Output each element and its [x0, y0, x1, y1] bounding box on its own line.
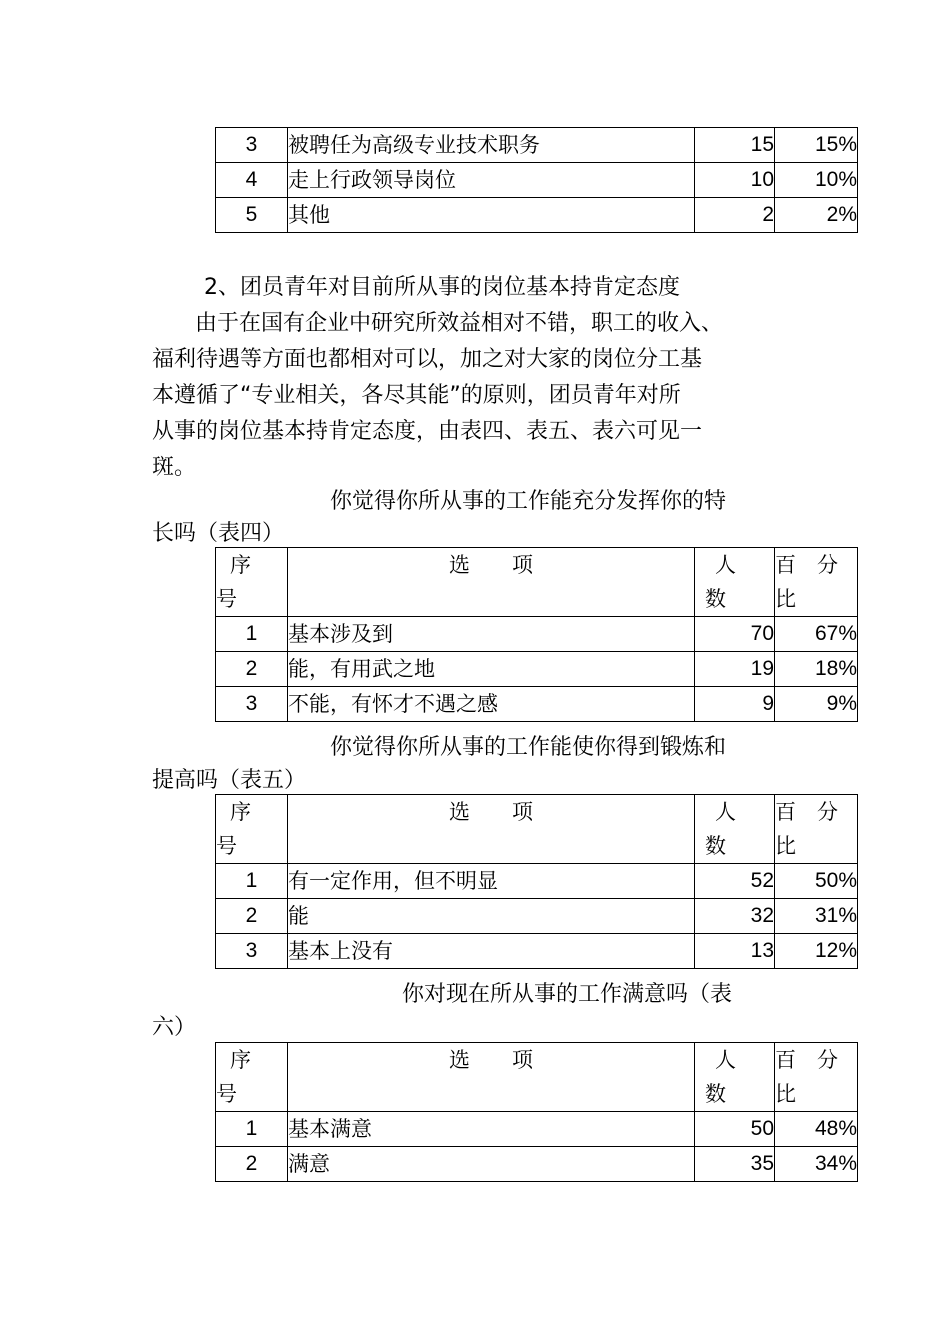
row-percent: 34% — [775, 1147, 858, 1182]
row-option: 能，有用武之地 — [288, 652, 695, 687]
row-option: 基本涉及到 — [288, 617, 695, 652]
table-row — [216, 652, 858, 687]
row-index: 3 — [216, 934, 288, 969]
row-percent: 12% — [775, 934, 858, 969]
row-percent: 48% — [775, 1112, 858, 1147]
table-row — [216, 1112, 858, 1147]
table-row — [216, 163, 858, 198]
paragraph-line: 从事的岗位基本持肯定态度，由表四、表五、表六可见一 — [152, 419, 703, 444]
paragraph-line: 斑。 — [152, 455, 197, 480]
row-percent: 9% — [775, 687, 858, 722]
table4-caption: 你觉得你所从事的工作能充分发挥你的特 — [330, 489, 727, 514]
row-index: 1 — [216, 617, 288, 652]
paragraph-line: 由于在国有企业中研究所效益相对不错，职工的收入、 — [195, 311, 724, 336]
section-heading: 2、团员青年对目前所从事的岗位基本持肯定态度 — [204, 275, 680, 300]
continued-table — [215, 127, 858, 233]
header-percent: 百 分 比 — [775, 1043, 858, 1112]
table-row — [216, 617, 858, 652]
row-option: 不能，有怀才不遇之感 — [288, 687, 695, 722]
header-option: 选 项 — [288, 795, 695, 864]
header-option: 选 项 — [288, 548, 695, 617]
table-row — [216, 1147, 858, 1182]
row-percent: 2% — [775, 198, 858, 233]
row-index: 2 — [216, 1147, 288, 1182]
header-percent: 百 分 比 — [775, 548, 858, 617]
row-index: 1 — [216, 1112, 288, 1147]
table6-caption: 你对现在所从事的工作满意吗（表 — [402, 982, 733, 1007]
row-count: 2 — [695, 198, 775, 233]
table-row — [216, 198, 858, 233]
row-count: 15 — [695, 128, 775, 163]
header-count: 人 数 — [695, 1043, 775, 1112]
row-option: 能 — [288, 899, 695, 934]
row-count: 9 — [695, 687, 775, 722]
row-count: 13 — [695, 934, 775, 969]
row-percent: 18% — [775, 652, 858, 687]
row-index: 2 — [216, 899, 288, 934]
row-index: 5 — [216, 198, 288, 233]
header-count: 人 数 — [695, 795, 775, 864]
row-percent: 50% — [775, 864, 858, 899]
row-percent: 10% — [775, 163, 858, 198]
row-index: 4 — [216, 163, 288, 198]
header-option: 选 项 — [288, 1043, 695, 1112]
row-count: 19 — [695, 652, 775, 687]
row-index: 2 — [216, 652, 288, 687]
row-option: 被聘任为高级专业技术职务 — [288, 128, 695, 163]
header-index: 序 号 — [216, 1043, 288, 1112]
table4-caption-cont: 长吗（表四） — [152, 521, 285, 546]
row-percent: 15% — [775, 128, 858, 163]
paragraph-line: 福利待遇等方面也都相对可以，加之对大家的岗位分工基 — [152, 347, 703, 372]
row-count: 50 — [695, 1112, 775, 1147]
row-count: 32 — [695, 899, 775, 934]
row-option: 基本满意 — [288, 1112, 695, 1147]
table-row — [216, 687, 858, 722]
header-index: 序 号 — [216, 795, 288, 864]
table-header-row — [216, 1043, 858, 1112]
table5-caption-cont: 提高吗（表五） — [152, 768, 307, 793]
table-row — [216, 864, 858, 899]
row-index: 3 — [216, 128, 288, 163]
table-row — [216, 899, 858, 934]
table-four — [215, 547, 858, 722]
table-row — [216, 934, 858, 969]
table5-caption: 你觉得你所从事的工作能使你得到锻炼和 — [330, 735, 727, 760]
row-option: 基本上没有 — [288, 934, 695, 969]
table-row — [216, 128, 858, 163]
table-six — [215, 1042, 858, 1182]
row-count: 35 — [695, 1147, 775, 1182]
row-percent: 67% — [775, 617, 858, 652]
row-count: 70 — [695, 617, 775, 652]
row-option: 有一定作用，但不明显 — [288, 864, 695, 899]
header-percent: 百 分 比 — [775, 795, 858, 864]
table-header-row — [216, 795, 858, 864]
row-count: 10 — [695, 163, 775, 198]
paragraph-line: 本遵循了“专业相关，各尽其能”的原则，团员青年对所 — [152, 383, 681, 408]
header-count: 人 数 — [695, 548, 775, 617]
header-index: 序 号 — [216, 548, 288, 617]
table6-caption-cont: 六） — [152, 1015, 197, 1040]
row-count: 52 — [695, 864, 775, 899]
row-index: 3 — [216, 687, 288, 722]
row-percent: 31% — [775, 899, 858, 934]
table-five — [215, 794, 858, 969]
row-option: 满意 — [288, 1147, 695, 1182]
table-header-row — [216, 548, 858, 617]
row-option: 走上行政领导岗位 — [288, 163, 695, 198]
row-index: 1 — [216, 864, 288, 899]
row-option: 其他 — [288, 198, 695, 233]
